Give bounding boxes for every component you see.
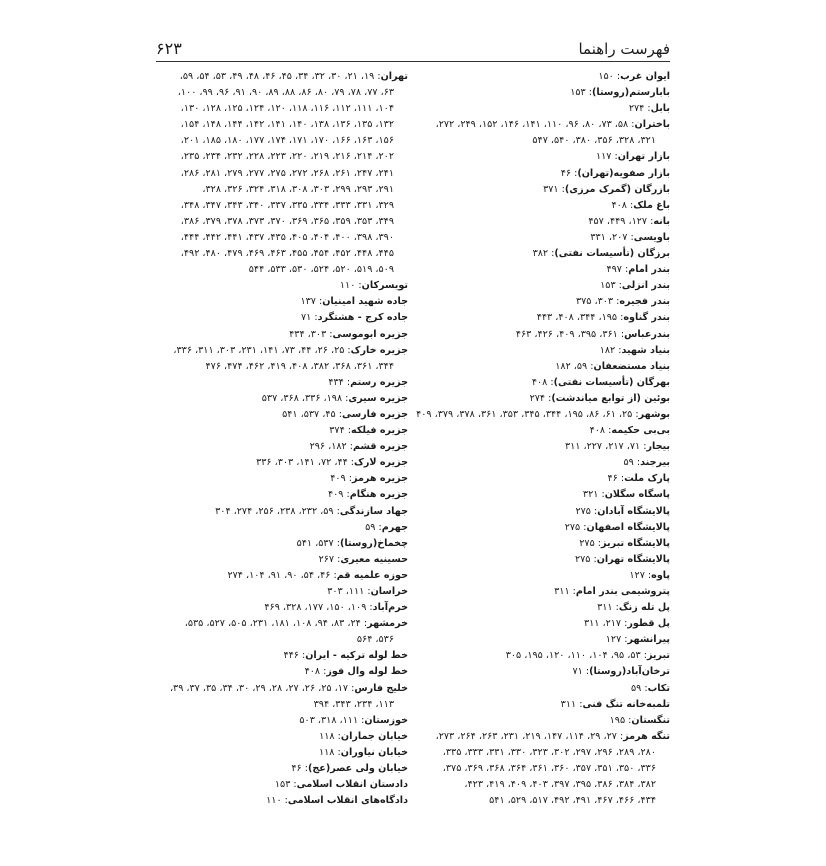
entry-headword: بنیاد شهید bbox=[621, 344, 670, 356]
index-entry: خلیج فارس: ۱۷، ۲۵، ۲۶، ۲۷، ۲۸، ۲۹، ۳۰، ۳۴، ۳۵، ۳۷، ۳۹، ۱۱۳، ۲۳۴، ۳۴۳، ۳۹۴ bbox=[156, 681, 408, 713]
index-entry: تنگستان: ۱۹۵ bbox=[609, 714, 670, 726]
entry-page-refs: ۴۹۷ bbox=[606, 264, 622, 276]
entry-page-refs: ۳۷۱ bbox=[543, 183, 559, 195]
entry-page-refs: ۴۰۸ bbox=[611, 199, 627, 211]
entry-page-refs: ۱۹۸، ۳۳۶، ۳۶۸، ۵۳۷ bbox=[261, 392, 343, 404]
entry-page-refs: ۴۵، ۵۳۷، ۵۴۱ bbox=[282, 408, 336, 420]
index-entry: جزیره سیری: ۱۹۸، ۳۳۶، ۳۶۸، ۵۳۷ bbox=[261, 392, 408, 404]
entry-headword: جزیره فارسی bbox=[341, 408, 408, 420]
index-entry: بهرگان (تأسیسات نفتی): ۴۰۸ bbox=[531, 376, 670, 388]
entry-page-refs: ۱۱۱، ۳۱۸، ۵۰۳ bbox=[299, 714, 359, 726]
entry-page-refs: ۲۱۷، ۳۱۱ bbox=[583, 618, 622, 630]
entry-page-refs-continued: ۵۳۶، ۵۶۴ bbox=[356, 634, 394, 646]
entry-page-refs: ۱۲۷ bbox=[629, 569, 645, 581]
entry-headword: بوئین (از توابع میاندشت) bbox=[551, 392, 670, 404]
entry-headword: بندر انزلی bbox=[621, 280, 670, 292]
entry-headword: جزیره ابوموسی bbox=[332, 328, 408, 340]
entry-headword: خلیج فارس bbox=[354, 682, 408, 694]
entry-headword: جاده شهید امینیان bbox=[322, 296, 408, 308]
entry-page-refs: ۴۰۸ bbox=[304, 666, 321, 678]
entry-page-refs: ۳۱۱ bbox=[560, 698, 577, 710]
index-entry: بازار تهران: ۱۱۷ bbox=[595, 151, 670, 163]
entry-page-refs: ۴۶ bbox=[291, 763, 302, 775]
index-entry: خط لوله ترکیه - ایران: ۴۴۶ bbox=[283, 650, 408, 662]
entry-page-refs-continued: ۴۴۵، ۴۴۸، ۴۵۲، ۴۵۴، ۴۵۵، ۴۶۳، ۴۶۹، ۴۷۹، ۴۸۰، ۴۹۲، bbox=[180, 248, 394, 260]
entry-page-refs: ۲۴، ۸۳، ۹۴، ۱۰۸، ۱۸۱، ۲۳۱، ۵۰۵، ۵۲۷، ۵۳۵، bbox=[184, 618, 361, 630]
entry-page-refs-continued: ۱۰۴، ۱۱۱، ۱۱۲، ۱۱۶، ۱۱۸، ۱۲۰، ۱۲۴، ۱۲۵، ۱۲۸، ۱۳۰، bbox=[180, 103, 394, 115]
entry-headword: پاسگاه سگلان bbox=[604, 489, 670, 501]
entry-page-refs: ۴۶ bbox=[607, 473, 618, 485]
entry-page-refs: ۱۵۳ bbox=[274, 779, 291, 791]
index-entry: باویسی: ۲۰۷، ۳۳۱ bbox=[590, 231, 670, 243]
index-entry: جاده شهید امینیان: ۱۳۷ bbox=[300, 296, 408, 308]
index-entry: حوزه علمیه قم: ۴۶، ۵۴، ۹۰، ۹۱، ۱۰۴، ۲۷۴ bbox=[227, 569, 408, 581]
index-entry: تبریز: ۵۳، ۹۵، ۱۰۴، ۱۱۰، ۱۲۰، ۱۹۵، ۳۰۵ bbox=[505, 650, 670, 662]
entry-headword: تویسرکان bbox=[361, 280, 408, 292]
entry-headword: بازار تهران bbox=[617, 151, 670, 163]
entry-headword: پارک ملت bbox=[624, 473, 670, 485]
entry-page-refs: ۲۵، ۲۶، ۴۴، ۷۳، ۱۴۱، ۲۳۱، ۳۰۳، ۳۱۱، ۳۳۶، bbox=[173, 344, 345, 356]
index-entry: جهرم: ۵۹ bbox=[365, 521, 408, 533]
entry-page-refs: ۳۰۳، ۴۳۴ bbox=[289, 328, 327, 340]
entry-page-refs-continued: ۲۰۲، ۲۱۴، ۲۱۶، ۲۱۹، ۲۲۰، ۲۲۳، ۲۲۸، ۲۳۲، ۲۳۴، ۲۳۵، bbox=[180, 151, 394, 163]
index-entry: خیابان نیاوران: ۱۱۸ bbox=[318, 746, 408, 758]
entry-headword: جزیره خارک bbox=[350, 344, 408, 356]
entry-headword: جزیره رستم bbox=[350, 376, 408, 388]
entry-page-refs: ۵۹، ۱۸۲ bbox=[555, 360, 588, 372]
entry-page-refs: ۴۰۹ bbox=[327, 489, 344, 501]
index-entry: پالایشگاه تبریز: ۲۷۵ bbox=[579, 537, 670, 549]
entry-headword: بندرعباس bbox=[624, 328, 670, 340]
entry-page-refs: ۲۷۵ bbox=[564, 521, 581, 533]
entry-headword: باختران bbox=[634, 119, 670, 131]
entry-page-refs: ۲۷۴ bbox=[529, 392, 546, 404]
index-entry: حسینیه معیری: ۲۶۷ bbox=[318, 553, 408, 565]
index-entry: پالایشگاه اصفهان: ۲۷۵ bbox=[564, 521, 670, 533]
index-entry: بندر انزلی: ۱۵۳ bbox=[600, 280, 670, 292]
entry-headword: تکاب bbox=[647, 682, 670, 694]
entry-headword: خرم‌آباد bbox=[372, 602, 408, 614]
entry-page-refs-continued: ۳۲۱، ۳۲۸، ۳۵۶، ۳۸۰، ۵۴۰، ۵۴۷ bbox=[532, 135, 656, 147]
entry-headword: پاوه bbox=[651, 569, 670, 581]
entry-headword: تلمبه‌خانه تنگ فنی bbox=[582, 698, 670, 710]
entry-page-refs: ۵۸، ۷۳، ۸۰، ۹۶، ۱۱۰، ۱۴۱، ۱۴۶، ۱۵۲، ۲۴۹، ۲۷۲، bbox=[435, 119, 629, 131]
entry-headword: پالایشگاه آبادان bbox=[597, 505, 670, 517]
entry-page-refs: ۱۹۵ bbox=[609, 714, 626, 726]
entry-page-refs: ۲۷۵ bbox=[574, 553, 591, 565]
entry-headword: باغ ملک bbox=[633, 199, 670, 211]
entry-page-refs: ۱۸۲، ۲۹۶ bbox=[309, 441, 347, 453]
entry-headword: بیرجند bbox=[640, 457, 670, 469]
entry-page-refs-continued: ۱۳۲، ۱۳۵، ۱۳۶، ۱۳۸، ۱۴۰، ۱۴۱، ۱۴۲، ۱۴۴، ۱۴۸، ۱۵۴، bbox=[180, 119, 394, 131]
index-entry: جزیره قشم: ۱۸۲، ۲۹۶ bbox=[309, 441, 408, 453]
entry-headword: جزیره قشم bbox=[352, 441, 408, 453]
index-entry: خرم‌آباد: ۱۰۹، ۱۵۰، ۱۷۷، ۳۲۸، ۴۶۹ bbox=[264, 602, 408, 614]
entry-page-refs: ۲۷۴ bbox=[628, 103, 645, 115]
entry-headword: چخماخ(روستا) bbox=[340, 537, 408, 549]
entry-headword: بوشهر bbox=[638, 408, 670, 420]
entry-page-refs: ۱۰۹، ۱۵۰، ۱۷۷، ۳۲۸، ۴۶۹ bbox=[264, 602, 367, 614]
entry-page-refs: ۵۳، ۹۵، ۱۰۴، ۱۱۰، ۱۲۰، ۱۹۵، ۳۰۵ bbox=[505, 650, 641, 662]
entry-page-refs: ۷۱ bbox=[572, 666, 583, 678]
index-entry: دادستان انقلاب اسلامی: ۱۵۳ bbox=[274, 779, 408, 791]
entry-headword: خیابان نیاوران bbox=[340, 746, 408, 758]
entry-headword: بندر فجیره bbox=[619, 296, 670, 308]
entry-headword: جزیره سیری bbox=[348, 392, 408, 404]
entry-page-refs-continued: ۵۰۹، ۵۱۹، ۵۲۰، ۵۲۴، ۵۳۰، ۵۳۳، ۵۴۴ bbox=[248, 264, 394, 276]
index-entry: پاوه: ۱۲۷ bbox=[629, 569, 670, 581]
entry-page-refs: ۱۲۷ bbox=[605, 634, 622, 646]
entry-headword: پتروشیمی بندر امام bbox=[575, 586, 670, 597]
index-entry: بندر گناوه: ۱۹۵، ۳۴۴، ۴۰۸، ۴۴۳ bbox=[536, 312, 670, 324]
index-entry: پالایشگاه آبادان: ۲۷۵ bbox=[575, 505, 670, 517]
entry-page-refs: ۲۰۷، ۳۳۱ bbox=[590, 231, 628, 243]
entry-headword: تنگستان bbox=[631, 714, 670, 726]
entry-page-refs: ۵۹ bbox=[630, 682, 642, 694]
index-entry: بندر فجیره: ۳۰۳، ۳۷۵ bbox=[575, 296, 670, 308]
entry-headword: جزیره لارک bbox=[354, 457, 408, 469]
entry-page-refs: ۱۹۵، ۳۴۴، ۴۰۸، ۴۴۳ bbox=[536, 312, 618, 324]
entry-headword: خرمشهر bbox=[367, 618, 408, 630]
entry-page-refs: ۳۱۱ bbox=[597, 602, 613, 614]
entry-headword: بازرگان (گمرک مرزی) bbox=[564, 183, 670, 195]
index-entry: بانه: ۱۲۷، ۴۴۹، ۴۵۷ bbox=[588, 215, 670, 227]
entry-page-refs-continued: ۳۹۰، ۳۹۸، ۴۰۰، ۴۰۴، ۴۰۵، ۴۳۵، ۴۳۷، ۴۴۱، ۴۴۲، ۴۴۴، bbox=[180, 231, 394, 243]
index-entry: پاسگاه سگلان: ۳۲۱ bbox=[582, 489, 670, 501]
index-entry: خیابان ولی عصر(عج): ۴۶ bbox=[291, 763, 408, 775]
index-entry: دادگاه‌های انقلاب اسلامی: ۱۱۰ bbox=[266, 795, 408, 807]
entry-headword: تهران bbox=[380, 71, 408, 82]
index-column-right bbox=[412, 69, 670, 809]
entry-headword: حسینیه معیری bbox=[340, 553, 408, 565]
index-entry: چخماخ(روستا): ۵۳۷، ۵۴۱ bbox=[296, 537, 408, 549]
entry-headword: خط لوله ترکیه - ایران bbox=[305, 650, 408, 662]
entry-page-refs: ۱۳۷ bbox=[300, 296, 316, 308]
index-entry: پالایشگاه تهران: ۲۷۵ bbox=[574, 553, 670, 565]
entry-page-refs-continued: ۳۴۹، ۳۵۳، ۳۵۹، ۳۶۵، ۳۶۹، ۳۷۰، ۳۷۳، ۳۷۸، ۳۷۹، ۳۸۶، bbox=[180, 215, 394, 227]
entry-page-refs-continued: ۱۱۳، ۲۳۴، ۳۴۳، ۳۹۴ bbox=[313, 698, 394, 710]
index-entry: بیرجند: ۵۹ bbox=[623, 457, 670, 469]
entry-headword: ترخان‌آباد(روستا) bbox=[589, 666, 670, 678]
entry-page-refs: ۱۵۳ bbox=[600, 280, 616, 292]
entry-headword: بابل bbox=[650, 103, 670, 115]
entry-headword: تبریز bbox=[646, 650, 670, 662]
index-entry: جزیره فارسی: ۴۵، ۵۳۷، ۵۴۱ bbox=[282, 408, 408, 420]
entry-headword: بندر گناوه bbox=[623, 312, 670, 324]
index-entry: بابل: ۲۷۴ bbox=[628, 103, 670, 115]
header-rule bbox=[156, 61, 670, 62]
index-entry: باغ ملک: ۴۰۸ bbox=[611, 199, 670, 211]
entry-page-refs: ۴۴، ۷۲، ۱۴۱، ۳۰۳، ۳۳۶ bbox=[256, 457, 348, 469]
entry-headword: جهرم bbox=[381, 521, 408, 533]
entry-page-refs: ۴۰۹ bbox=[330, 473, 346, 485]
index-entry: ترخان‌آباد(روستا): ۷۱ bbox=[572, 666, 670, 678]
entry-page-refs: ۱۹، ۲۱، ۳۰، ۳۲، ۳۴، ۴۵، ۴۶، ۴۸، ۴۹، ۵۳، ۵۴، ۵۹، bbox=[179, 71, 375, 82]
entry-page-refs-continued: ۳۲۹، ۳۳۱، ۳۳۳، ۳۳۴، ۳۳۵، ۳۳۷، ۳۴۰، ۳۴۳، ۳۴۷، ۳۴۸، bbox=[180, 199, 394, 211]
entry-headword: جزیره فیلکه bbox=[351, 425, 408, 437]
index-entry: جاده کرج - هشتگرد: ۷۱ bbox=[301, 312, 408, 324]
entry-page-refs: ۱۱۰ bbox=[266, 795, 282, 807]
index-entry: بازار صفویه(تهران): ۴۶ bbox=[560, 167, 670, 179]
entry-page-refs: ۱۵۳ bbox=[570, 87, 586, 99]
entry-page-refs: ۳۲۱ bbox=[582, 489, 599, 501]
entry-headword: بازار صفویه(تهران) bbox=[577, 167, 670, 179]
entry-page-refs-continued: ۴۳۴، ۴۶۶، ۴۶۷، ۴۹۱، ۴۹۲، ۵۱۷، ۵۲۹، ۵۴۱ bbox=[489, 795, 656, 807]
page-number: ۶۲۳ bbox=[156, 39, 182, 58]
entry-headword: بانه bbox=[653, 215, 670, 227]
entry-page-refs: ۷۱ bbox=[301, 312, 312, 324]
index-entry: پل قطور: ۲۱۷، ۳۱۱ bbox=[583, 618, 670, 630]
entry-headword: باویسی bbox=[633, 231, 670, 243]
index-entry: جزیره خارک: ۲۵، ۲۶، ۴۴، ۷۳، ۱۴۱، ۲۳۱، ۳۰۳، ۳۱۱، ۳۳۶، ۳۴۴، ۳۶۱، ۳۶۸، ۳۸۲، ۴۰۸، ۴۱۹، ۴۶۲، ۴۷۴، ۴۷۶ bbox=[156, 343, 408, 375]
entry-headword: جهاد سازندگی bbox=[339, 505, 408, 517]
entry-headword: ایوان غرب bbox=[620, 71, 670, 82]
index-entry: ایوان غرب: ۱۵۰ bbox=[598, 71, 670, 82]
index-entry: تکاب: ۵۹ bbox=[630, 682, 670, 694]
entry-page-refs: ۴۳۴ bbox=[328, 376, 344, 388]
entry-headword: بنیاد مستضعفان bbox=[593, 360, 670, 372]
entry-headword: برزگان (تأسیسات نفتی) bbox=[554, 248, 670, 260]
index-entry: باختران: ۵۸، ۷۳، ۸۰، ۹۶، ۱۱۰، ۱۴۱، ۱۴۶، ۱۵۲، ۲۴۹، ۲۷۲، ۳۲۱، ۳۲۸، ۳۵۶، ۳۸۰، ۵۴۰، ۵۴۷ bbox=[412, 117, 670, 149]
index-entry: جزیره لارک: ۴۴، ۷۲، ۱۴۱، ۳۰۳، ۳۳۶ bbox=[256, 457, 408, 469]
entry-headword: بهرگان (تأسیسات نفتی) bbox=[553, 376, 670, 388]
index-entry: جزیره ابوموسی: ۳۰۳، ۴۳۴ bbox=[289, 328, 408, 340]
entry-headword: خط لوله وال فوز bbox=[326, 666, 408, 678]
entry-page-refs: ۳۶۱، ۳۹۵، ۴۰۹، ۴۲۶، ۴۶۳ bbox=[515, 328, 618, 340]
entry-page-refs: ۱۱۷ bbox=[595, 151, 612, 163]
entry-page-refs: ۱۱۱، ۳۰۳ bbox=[327, 586, 365, 597]
index-column-left bbox=[156, 69, 408, 809]
entry-page-refs-continued: ۲۸۰، ۲۸۹، ۲۹۶، ۲۹۷، ۳۰۲، ۳۲۳، ۳۳۰، ۳۳۱، ۳۳۳، ۳۳۵، bbox=[442, 746, 656, 758]
running-title: فهرست راهنما bbox=[578, 40, 670, 58]
index-entry: بوئین (از توابع میاندشت): ۲۷۴ bbox=[529, 392, 670, 404]
index-entry: بنیاد مستضعفان: ۵۹، ۱۸۲ bbox=[555, 360, 670, 372]
entry-page-refs: ۲۷۵ bbox=[579, 537, 595, 549]
page-header bbox=[156, 32, 670, 58]
entry-headword: پل قطور bbox=[627, 618, 670, 630]
entry-page-refs: ۲۶۷ bbox=[318, 553, 335, 565]
entry-headword: خیابان ولی عصر(عج) bbox=[308, 763, 408, 775]
entry-headword: خیابان جماران bbox=[340, 730, 408, 742]
index-entry: بوشهر: ۲۵، ۶۱، ۸۶، ۱۹۵، ۳۴۴، ۳۴۵، ۳۵۳، ۳۶۱، ۳۷۸، ۳۷۹، ۴۰۹ bbox=[416, 408, 670, 420]
index-entry: بندر امام: ۴۹۷ bbox=[606, 264, 670, 276]
entry-page-refs-continued: ۳۸۲، ۳۸۴، ۳۸۶، ۳۹۵، ۳۹۷، ۴۰۳، ۴۰۹، ۴۱۹، ۴۲۳، bbox=[464, 779, 656, 791]
entry-page-refs-continued: ۲۹۱، ۲۹۳، ۲۹۹، ۳۰۳، ۳۰۸، ۳۱۸، ۳۲۴، ۳۲۶، ۳۲۸، bbox=[202, 183, 394, 195]
entry-page-refs: ۱۸۲ bbox=[599, 344, 616, 356]
entry-headword: بندر امام bbox=[628, 264, 670, 276]
index-entry: تهران: ۱۹، ۲۱، ۳۰، ۳۲، ۳۴، ۴۵، ۴۶، ۴۸، ۴۹، ۵۳، ۵۴، ۵۹، ۶۳، ۷۷، ۷۸، ۷۹، ۸۰، ۸۶، ۸۸، ۸۹، ۹۰، ۹۱، ۹۶، ۹۹، ۱۰۰، ۱۰۴، ۱۱۱، ۱۱۲، ۱۱۶، ۱۱۸، ۱۲۰، ۱۲۴، ۱۲۵، ۱۲۸، ۱۳۰، ۱۳۲، ۱۳۵، ۱۳۶، ۱۳۸، ۱۴۰، ۱۴۱، ۱۴۲، ۱۴۴، ۱۴۸، ۱۵۴، ۱۵۶، ۱۶۳، ۱۶۶، ۱۷۰، ۱۷۱، ۱۷۴، ۱۷۷، ۱۸۰، ۱۸۵، ۲۰۱، ۲۰۲، ۲۱۴، ۲۱۶، ۲۱۹، ۲۲۰، ۲۲۳، ۲۲۸، ۲۳۲، ۲۳۴، ۲۳۵، ۲۴۱، ۲۴۷، ۲۶۱، ۲۶۸، ۲۷۲، ۲۷۵، ۲۷۷، ۲۷۹، ۲۸۱، ۲۸۶، ۲۹۱، ۲۹۳، ۲۹۹، ۳۰۳، ۳۰۸، ۳۱۸، ۳۲۴، ۳۲۶، ۳۲۸، ۳۲۹، ۳۳۱، ۳۳۳، ۳۳۴، ۳۳۵، ۳۳۷، ۳۴۰، ۳۴۳، ۳۴۷، ۳۴۸، ۳۴۹، ۳۵۳، ۳۵۹، ۳۶۵، ۳۶۹، ۳۷۰، ۳۷۳، ۳۷۸، ۳۷۹، ۳۸۶، ۳۹۰، ۳۹۸، ۴۰۰، ۴۰۴، ۴۰۵، ۴۳۵، ۴۳۷، ۴۴۱، ۴۴۲، ۴۴۴، ۴۴۵، ۴۴۸، ۴۵۲، ۴۵۴، ۴۵۵، ۴۶۳، ۴۶۹، ۴۷۹، ۴۸۰، ۴۹۲، ۵۰۹، ۵۱۹، ۵۲۰، ۵۲۴، ۵۳۰، ۵۳۳، ۵۴۴ bbox=[156, 69, 408, 278]
entry-page-refs: ۴۰۸ bbox=[589, 425, 606, 437]
entry-headword: پالایشگاه اصفهان bbox=[586, 521, 670, 533]
index-entry: جزیره هنگام: ۴۰۹ bbox=[327, 489, 408, 501]
index-entry: جزیره رستم: ۴۳۴ bbox=[328, 376, 408, 388]
index-entry: پیرانشهر: ۱۲۷ bbox=[605, 634, 670, 646]
index-entry: خط لوله وال فوز: ۴۰۸ bbox=[304, 666, 408, 678]
entry-headword: بیجار bbox=[646, 441, 670, 453]
entry-page-refs: ۵۹، ۲۳۲، ۲۳۸، ۲۵۶، ۲۷۴، ۳۰۴ bbox=[215, 505, 334, 517]
index-entry: بابارستم(روستا): ۱۵۳ bbox=[570, 87, 670, 99]
entry-page-refs: ۱۱۸ bbox=[318, 746, 335, 758]
entry-page-refs: ۲۵، ۶۱، ۸۶، ۱۹۵، ۳۴۴، ۳۴۵، ۳۵۳، ۳۶۱، ۳۷۸، ۳۷۹، ۴۰۹ bbox=[416, 408, 633, 420]
entry-page-refs: ۲۷، ۲۹، ۱۱۴، ۱۴۷، ۲۱۹، ۲۳۱، ۲۶۳، ۲۶۴، ۲۷۳، bbox=[435, 730, 617, 742]
index-entry: خراسان: ۱۱۱، ۳۰۳ bbox=[327, 586, 408, 597]
entry-page-refs: ۳۰۳، ۳۷۵ bbox=[575, 296, 614, 308]
entry-headword: دادگاه‌های انقلاب اسلامی bbox=[287, 795, 408, 807]
index-entry: خرمشهر: ۲۴، ۸۳، ۹۴، ۱۰۸، ۱۸۱، ۲۳۱، ۵۰۵، ۵۲۷، ۵۳۵، ۵۳۶، ۵۶۴ bbox=[156, 616, 408, 648]
entry-page-refs-continued: ۳۳۶، ۳۵۰، ۳۵۱، ۳۵۷، ۳۶۰، ۳۶۱، ۳۶۴، ۳۶۸، ۳۶۹، ۳۷۵، bbox=[442, 763, 656, 775]
entry-headword: پالایشگاه تبریز bbox=[601, 537, 670, 549]
entry-page-refs-continued: ۲۴۱، ۲۴۷، ۲۶۱، ۲۶۸، ۲۷۲، ۲۷۵، ۲۷۷، ۲۷۹، ۲۸۱، ۲۸۶، bbox=[180, 167, 394, 179]
entry-headword: خوزستان bbox=[364, 714, 408, 726]
entry-headword: جزیره هرمز bbox=[352, 473, 408, 485]
entry-headword: پالایشگاه تهران bbox=[596, 553, 670, 565]
entry-headword: حوزه علمیه قم bbox=[336, 569, 408, 581]
entry-headword: بابارستم(روستا) bbox=[591, 87, 670, 99]
index-entry: خیابان جماران: ۱۱۸ bbox=[319, 730, 408, 742]
entry-page-refs-continued: ۱۵۶، ۱۶۳، ۱۶۶، ۱۷۰، ۱۷۱، ۱۷۴، ۱۷۷، ۱۸۰، ۱۸۵، ۲۰۱، bbox=[180, 135, 394, 147]
entry-page-refs: ۴۰۸ bbox=[531, 376, 548, 388]
entry-page-refs: ۴۶ bbox=[560, 167, 572, 179]
entry-page-refs-continued: ۳۴۴، ۳۶۱، ۳۶۸، ۳۸۲، ۴۰۸، ۴۱۹، ۴۶۲، ۴۷۴، ۴۷۶ bbox=[205, 360, 394, 372]
entry-headword: دادستان انقلاب اسلامی bbox=[296, 779, 408, 791]
index-entry: جهاد سازندگی: ۵۹، ۲۳۲، ۲۳۸، ۲۵۶، ۲۷۴، ۳۰۴ bbox=[215, 505, 408, 517]
entry-headword: جزیره هنگام bbox=[349, 489, 408, 501]
entry-headword: جاده کرج - هشتگرد bbox=[317, 312, 408, 324]
entry-page-refs: ۵۳۷، ۵۴۱ bbox=[296, 537, 334, 549]
index-entry: پل تله زنگ: ۳۱۱ bbox=[597, 602, 670, 614]
index-entry: تلمبه‌خانه تنگ فنی: ۳۱۱ bbox=[560, 698, 670, 710]
entry-page-refs: ۳۱۱ bbox=[554, 586, 570, 597]
entry-page-refs: ۱۱۰ bbox=[339, 280, 356, 292]
entry-page-refs: ۵۹ bbox=[365, 521, 376, 533]
entry-headword: خراسان bbox=[370, 586, 408, 597]
entry-page-refs: ۴۶، ۵۴، ۹۰، ۹۱، ۱۰۴، ۲۷۴ bbox=[227, 569, 331, 581]
index-entry: برزگان (تأسیسات نفتی): ۳۸۲ bbox=[532, 248, 670, 260]
entry-page-refs: ۵۹ bbox=[623, 457, 634, 469]
entry-page-refs-continued: ۶۳، ۷۷، ۷۸، ۷۹، ۸۰، ۸۶، ۸۸، ۸۹، ۹۰، ۹۱، ۹۶، ۹۹، ۱۰۰، bbox=[177, 87, 394, 99]
index-entry: تنگه هرمز: ۲۷، ۲۹، ۱۱۴، ۱۴۷، ۲۱۹، ۲۳۱، ۲۶۳، ۲۶۴، ۲۷۳، ۲۸۰، ۲۸۹، ۲۹۶، ۲۹۷، ۳۰۲، ۳۲۳، ۳۳۰، ۳۳۱، ۳۳۳، ۳۳۵، ۳۳۶، ۳۵۰، ۳۵۱، ۳۵۷، ۳۶۰، ۳۶۱، ۳۶۴، ۳۶۸، ۳۶۹، ۳۷۵، ۳۸۲، ۳۸۴، ۳۸۶، ۳۹۵، ۳۹۷، ۴۰۳، ۴۰۹، ۴۱۹، ۴۲۳، ۴۳۴، ۴۶۶، ۴۶۷، ۴۹۱، ۴۹۲، ۵۱۷، ۵۲۹، ۵۴۱ bbox=[412, 729, 670, 809]
index-entry: بنیاد شهید: ۱۸۲ bbox=[599, 344, 670, 356]
entry-page-refs: ۲۷۵ bbox=[575, 505, 591, 517]
entry-headword: پیرانشهر bbox=[627, 634, 670, 646]
entry-page-refs: ۱۲۷، ۴۴۹، ۴۵۷ bbox=[588, 215, 648, 227]
index-entry: پتروشیمی بندر امام: ۳۱۱ bbox=[554, 586, 670, 597]
entry-headword: تنگه هرمز bbox=[623, 730, 670, 742]
index-entry: بازرگان (گمرک مرزی): ۳۷۱ bbox=[543, 183, 670, 195]
index-entry: پارک ملت: ۴۶ bbox=[607, 473, 670, 485]
index-entry: جزیره هرمز: ۴۰۹ bbox=[330, 473, 408, 485]
entry-headword: پل تله زنگ bbox=[618, 602, 670, 614]
entry-page-refs: ۱۱۸ bbox=[319, 730, 335, 742]
index-entry: بی‌بی حکیمه: ۴۰۸ bbox=[589, 425, 670, 437]
entry-page-refs: ۱۷، ۲۵، ۲۶، ۲۷، ۲۸، ۲۹، ۳۰، ۳۴، ۳۵، ۳۷، ۳۹، bbox=[169, 682, 349, 694]
index-entry: تویسرکان: ۱۱۰ bbox=[339, 280, 408, 292]
entry-page-refs: ۳۷۴ bbox=[329, 425, 345, 437]
entry-headword: بی‌بی حکیمه bbox=[611, 425, 670, 437]
index-entry: بندرعباس: ۳۶۱، ۳۹۵، ۴۰۹، ۴۲۶، ۴۶۳ bbox=[515, 328, 670, 340]
entry-page-refs: ۱۵۰ bbox=[598, 71, 614, 82]
entry-page-refs: ۳۸۲ bbox=[532, 248, 549, 260]
index-entry: جزیره فیلکه: ۳۷۴ bbox=[329, 425, 408, 437]
entry-page-refs: ۴۴۶ bbox=[283, 650, 299, 662]
index-entry: خوزستان: ۱۱۱، ۳۱۸، ۵۰۳ bbox=[299, 714, 408, 726]
entry-page-refs: ۷۱، ۲۱۷، ۲۲۷، ۳۱۱ bbox=[564, 441, 641, 453]
index-entry: بیجار: ۷۱، ۲۱۷، ۲۲۷، ۳۱۱ bbox=[564, 441, 670, 453]
